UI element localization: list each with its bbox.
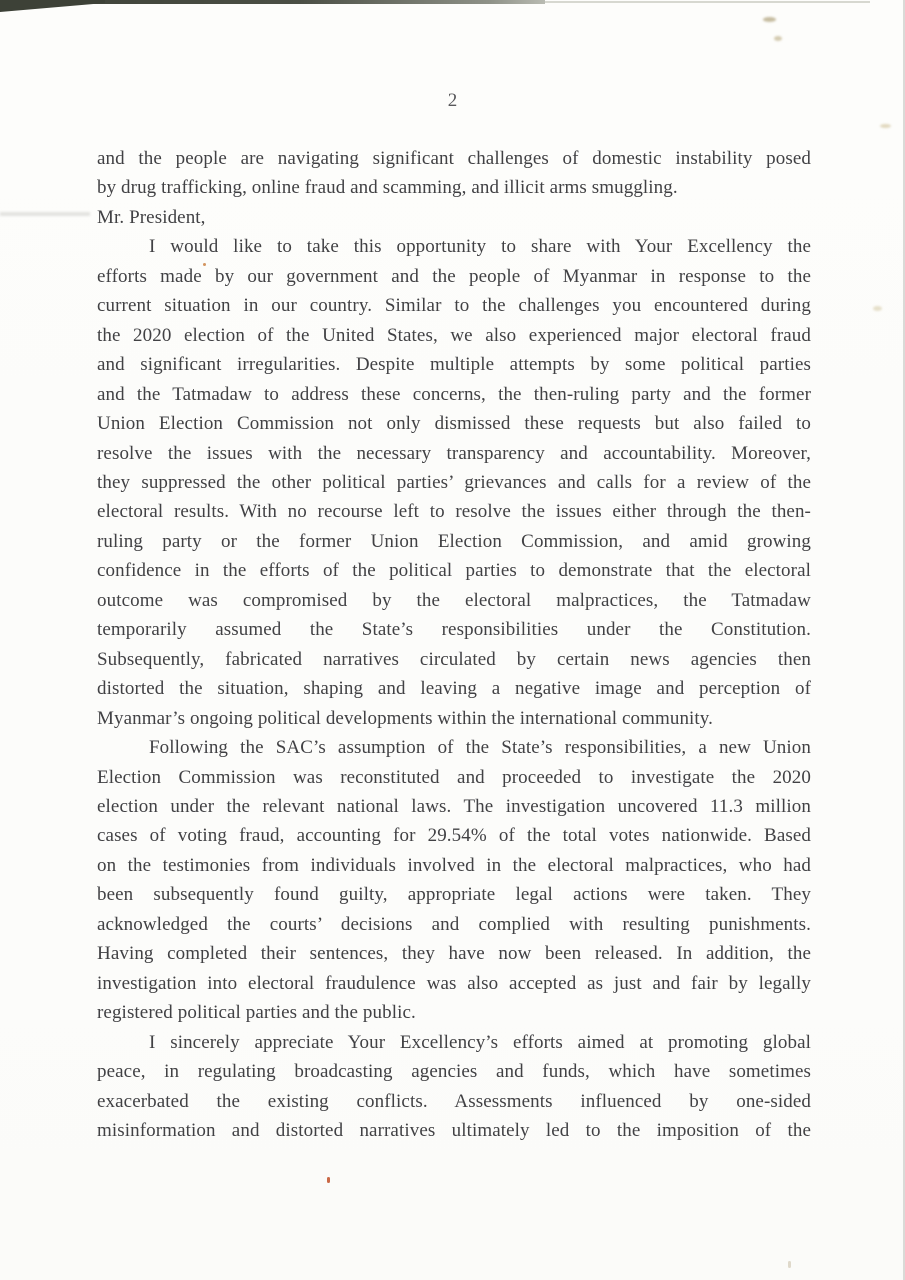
text-line: confidence in the efforts of the political parties to demonstrate that the electoral	[97, 560, 811, 582]
text-line: registered political parties and the public.	[97, 1002, 416, 1024]
text-line: exacerbated the existing conflicts. Assessments influenced by one-sided	[97, 1090, 811, 1112]
letter-body	[97, 144, 811, 1145]
scan-speck	[763, 17, 776, 22]
text-line: Subsequently, fabricated narratives circulated by certain news agencies then	[97, 648, 811, 670]
text-line: I would like to take this opportunity to share with Your Excellency the	[149, 236, 811, 258]
text-line: distorted the situation, shaping and leaving a negative image and perception of	[97, 678, 811, 700]
text-line: and the Tatmadaw to address these concerns, the then-ruling party and the former	[97, 383, 811, 405]
scan-smudge	[0, 212, 90, 216]
scan-speck	[873, 306, 882, 311]
scan-red-dot	[327, 1177, 330, 1183]
text-line: on the testimonies from individuals involved in the electoral malpractices, who had	[97, 854, 811, 876]
text-line: acknowledged the courts’ decisions and complied with resulting punishments.	[97, 913, 811, 935]
text-line: current situation in our country. Similar to the challenges you encountered during	[97, 295, 811, 317]
text-line: Union Election Commission not only dismissed these requests but also failed to	[97, 413, 811, 435]
scan-speck	[774, 36, 782, 41]
text-line: Mr. President,	[97, 206, 206, 228]
text-line: election under the relevant national laws. The investigation uncovered 11.3 million	[97, 795, 811, 817]
text-line: they suppressed the other political parties’ grievances and calls for a review of the	[97, 471, 811, 493]
text-line: and significant irregularities. Despite multiple attempts by some political parties	[97, 354, 811, 376]
scan-speck	[880, 124, 891, 128]
text-line: and the people are navigating significant challenges of domestic instability posed	[97, 148, 811, 169]
text-line: the 2020 election of the United States, we also experienced major electoral fraud	[97, 324, 811, 346]
text-line: efforts made by our government and the people of Myanmar in response to the	[97, 265, 811, 287]
text-line: Myanmar’s ongoing political developments within the international community.	[97, 707, 714, 729]
scan-speck	[788, 1261, 791, 1268]
text-line: been subsequently found guilty, appropriate legal actions were taken. They	[97, 884, 811, 906]
text-line: misinformation and distorted narratives ultimately led to the imposition of the	[97, 1119, 811, 1141]
text-line: by drug trafficking, online fraud and scamming, and illicit arms smuggling.	[97, 177, 678, 199]
text-line: Following the SAC’s assumption of the State’s responsibilities, a new Union	[149, 737, 811, 759]
text-line: resolve the issues with the necessary transparency and accountability. Moreover,	[97, 442, 811, 464]
text-line: investigation into electoral fraudulence was also accepted as just and fair by legally	[97, 972, 811, 994]
text-line: peace, in regulating broadcasting agencies and funds, which have sometimes	[97, 1061, 811, 1083]
scan-top-edge-faint	[545, 1, 870, 3]
text-line: electoral results. With no recourse left to resolve the issues either through the then-	[97, 501, 811, 523]
text-line: temporarily assumed the State’s responsibilities under the Constitution.	[97, 619, 811, 641]
page-number: 2	[447, 90, 458, 111]
text-line: cases of voting fraud, accounting for 29.54% of the total votes nationwide. Based	[97, 825, 811, 847]
scan-top-edge-wedge	[0, 0, 105, 12]
text-line: ruling party or the former Union Election Commission, and amid growing	[97, 530, 811, 552]
text-line: outcome was compromised by the electoral malpractices, the Tatmadaw	[97, 589, 811, 611]
text-line: Election Commission was reconstituted and proceeded to investigate the 2020	[97, 766, 811, 788]
text-line: Having completed their sentences, they have now been released. In addition, the	[97, 943, 811, 965]
text-line: I sincerely appreciate Your Excellency’s efforts aimed at promoting global	[149, 1031, 811, 1053]
